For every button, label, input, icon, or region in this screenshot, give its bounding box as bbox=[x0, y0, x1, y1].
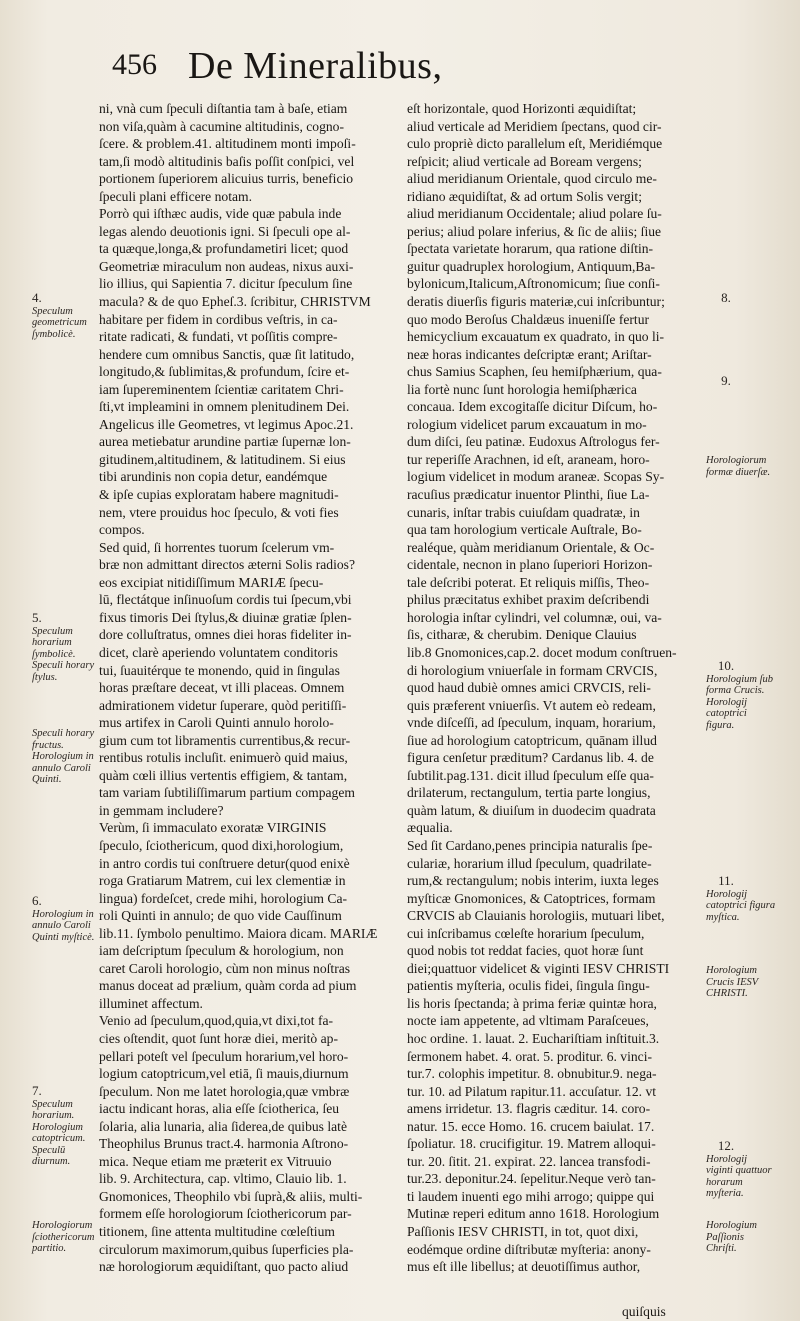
text-line: ſcere. & problem.41. altitudinem monti impoſi- bbox=[99, 136, 356, 152]
text-line: tur. 20. ſitit. 21. expirat. 22. lancea transfodi- bbox=[407, 1153, 651, 1169]
text-line: ſiue ad horologium catoptricum, quānam illud bbox=[407, 732, 657, 748]
text-line: lis horis ſpectanda; à prima feriæ quintæ hora, bbox=[407, 995, 657, 1011]
margin-note bbox=[706, 965, 776, 1000]
margin-note bbox=[706, 875, 776, 923]
text-line: di horologium vniuerſale in formam CRVCIS, bbox=[407, 662, 658, 678]
margin-note-text: Horologium Crucis IESV CHRISTI. bbox=[706, 965, 759, 999]
text-line: culo propriè dicto parallelum eſt, Meridiémque bbox=[407, 136, 663, 152]
text-line: ridiano æquidiſtat, & ad ortum Solis vergit; bbox=[407, 188, 642, 204]
text-line: formem eſſe horologiorum ſciothericorum par- bbox=[99, 1206, 352, 1222]
text-line: in antro cordis tui conſtruere detur(quod enixè bbox=[99, 855, 350, 871]
text-line: mus artifex in Caroli Quinti annulo horolo- bbox=[99, 715, 334, 731]
text-line: roga Gratiarum Matrem, cui lex clementiæ in bbox=[99, 873, 346, 889]
margin-note bbox=[706, 455, 776, 478]
text-line: vnde diſceſſi, ad ſpeculum, inquam, horarium, bbox=[407, 715, 656, 731]
text-line: diei;quattuor videlicet & viginti IESV CHRISTI bbox=[407, 960, 670, 976]
text-line: hoc ordine. 1. lauat. 2. Euchariſtiam inſtituit.3. bbox=[407, 1030, 660, 1046]
margin-note-text: Horologium ſub forma Crucis. Horologij catoptrici figura. bbox=[706, 673, 773, 731]
text-line: gitudinem,altitudinem, & latitudinem. Si eius bbox=[99, 451, 346, 467]
text-line: admirationem videtur ſuperare, quòd peritiſſi- bbox=[99, 697, 347, 713]
text-line: nem, vtere prouidus hoc ſpeculo, & voti fies bbox=[99, 504, 339, 520]
text-line: guitur quadruplex horologium, Antiquum,Ba- bbox=[407, 258, 656, 274]
text-line: logium catoptricum,vel etiā, ſi mauis,diurnum bbox=[99, 1066, 349, 1082]
text-line: aliud verticale ad Meridiem ſpectans, quod cir- bbox=[407, 118, 662, 134]
text-line: chus Samius Scaphen, ſeu hemiſphærium, qua- bbox=[407, 364, 662, 380]
text-line: cunaris, inſtar trabis cuiuſdam quadratæ, in bbox=[407, 504, 640, 520]
text-line: ſpeculum. Non me latet horologia,quæ vmbræ bbox=[99, 1083, 350, 1099]
text-line: macula? & de quo Epheſ.3. ſcribitur, CHRISTVM bbox=[99, 294, 371, 310]
text-line: eodémque ordine diſtributæ myſteria: anony- bbox=[407, 1241, 651, 1257]
margin-note-text: Speculum geometricum ſymbolicè. bbox=[32, 305, 87, 340]
text-line: ſpeculi plani efficere notam. bbox=[99, 188, 252, 204]
text-line: non viſa,quàm à cacumine altitudinis, cogno- bbox=[99, 118, 344, 134]
text-line: concaua. Idem excogitaſſe dicitur Diſcum, ho- bbox=[407, 399, 658, 415]
text-line: cui inſcribamus cœleſte horarium ſpeculum, bbox=[407, 925, 645, 941]
text-line: CRVCIS ab Clauianis horologiis, mutuari libet, bbox=[407, 908, 665, 924]
text-line: gium cum tot libramentis currentibus,& recur- bbox=[99, 732, 351, 748]
text-line: perius; aliud polare inferius, & ſic de aliis; ſiue bbox=[407, 223, 662, 239]
text-line: aliud meridianum Occidentale; aliud polare ſu- bbox=[407, 206, 662, 222]
text-line: hemicyclium excauatum ex quadrato, in quo li- bbox=[407, 329, 665, 345]
text-line: portionem ſuperiorem alicuius turris, beneficio bbox=[99, 171, 354, 187]
text-line: racuſius prædicatur inuentor Plinthi, ſiue La- bbox=[407, 487, 650, 503]
text-line: titionem, ſine attenta multitudine cœleſtium bbox=[99, 1224, 335, 1239]
margin-note bbox=[706, 375, 776, 389]
text-line: tur reperiſſe Arachnen, id eſt, araneam, horo- bbox=[407, 451, 650, 467]
text-line: myſticæ Gnomonices, & Catoptrices, formam bbox=[407, 890, 656, 906]
text-line: realéque, quàm meridianum Orientale, & Oc- bbox=[407, 539, 655, 555]
margin-note-number: 7. bbox=[32, 1083, 42, 1098]
text-line: iam deſcriptum ſpeculum & horologium, non bbox=[99, 943, 344, 959]
text-line: lib.11. ſymbolo penultimo. Maiora dicam. MARIÆ bbox=[99, 925, 378, 941]
text-line: bræ non admittant directos æterni Solis radios? bbox=[99, 557, 355, 573]
text-line: logium videlicet in modum araneæ. Scopas Sy- bbox=[407, 469, 665, 485]
page-header bbox=[0, 44, 800, 94]
text-line: ni, vnà cum ſpeculi diſtantia tam à baſe, etiam bbox=[99, 101, 348, 116]
text-line: circulorum maximorum,quibus ſuperficies pla- bbox=[99, 1241, 354, 1257]
margin-note-text: Horologium Paſſionis Chriſti. bbox=[706, 1220, 757, 1254]
margin-note-text: Horologij catoptrici figura myſtica. bbox=[706, 888, 776, 923]
text-line: longitudo,& ſublimitas,& profundum, ſcire et- bbox=[99, 364, 350, 380]
text-line: patientis myſteria, oculis fidei, ſingula ſingu- bbox=[407, 978, 650, 994]
text-line: tam,ſi modò altitudinis baſis poſſit conſpici, vel bbox=[99, 153, 355, 169]
margin-note bbox=[32, 895, 98, 943]
text-line: quis præferent vniuerſis. Vt autem eò redeam, bbox=[407, 697, 656, 713]
text-line: iam ſupereminentem ſcientiæ caritatem Chri- bbox=[99, 381, 344, 397]
text-line: Geometriæ miraculum non audeas, nixus auxi- bbox=[99, 258, 354, 274]
text-line: qua tam horologium verticale Auſtrale, Bo- bbox=[407, 522, 642, 538]
text-line: drilaterum, rectangulum, tertia parte longius, bbox=[407, 785, 651, 801]
text-line: horas præſtare deceat, vt illi placeas. Omnem bbox=[99, 680, 345, 696]
text-line: tur.23. deponitur.24. ſepelitur.Neque verò tan- bbox=[407, 1171, 656, 1187]
text-line: næ horologiorum æquidiſtant, quo pacto aliud bbox=[99, 1259, 349, 1275]
text-line: æqualia. bbox=[407, 820, 453, 836]
text-line: tur. 10. ad Pilatum rapitur.11. accuſatur. 12. vt bbox=[407, 1083, 657, 1099]
text-line: Paſſionis IESV CHRISTI, in tot, quot dixi, bbox=[407, 1224, 639, 1239]
margin-note-text: Speculi horary fructus. Horologium in annulo Caroli Quinti. bbox=[32, 728, 95, 785]
text-line: habitare per fidem in cordibus veſtris, in ca- bbox=[99, 311, 338, 327]
text-line: rologium videlicet parum excauatum in mo- bbox=[407, 416, 647, 432]
text-line: mus eſt ille libellus; at deuotiſſimus author, bbox=[407, 1259, 641, 1275]
running-title: De Mineralibus, bbox=[188, 45, 443, 87]
text-line: ſpectata varietate horarum, qua ratione diſtin- bbox=[407, 241, 654, 257]
text-line: ſolaria, alia lunaria, alia ſiderea,de quibus latè bbox=[99, 1118, 347, 1134]
text-line: rum,& rectangulum; nobis interim, iuxta leges bbox=[407, 873, 659, 889]
text-line: caret Caroli horologio, cùm non minus noſtras bbox=[99, 960, 351, 976]
margin-note bbox=[32, 1085, 98, 1168]
margin-note-text: Horologij viginti quattuor horarum myſteria. bbox=[706, 1153, 772, 1199]
text-line: ti laudem inuenti ego mihi arrogo; quippe qui bbox=[407, 1188, 655, 1204]
text-line: tibi arundinis non copia detur, eandémque bbox=[99, 469, 328, 485]
text-line: bylonicum,Italicum,Aſtronomicum; ſiue conſi- bbox=[407, 276, 660, 292]
margin-note bbox=[706, 1220, 776, 1255]
text-line: Theophilus Brunus tract.4. harmonia Aſtrono- bbox=[99, 1136, 349, 1152]
text-line: ſermonem habet. 4. orat. 5. proditur. 6. vinci- bbox=[407, 1048, 653, 1064]
text-line: illuminet affectum. bbox=[99, 995, 203, 1011]
text-line: ſubtilit.pag.131. dicit illud ſpeculum eſſe qua- bbox=[407, 767, 654, 783]
text-line: dore colluſtratus, omnes diei horas fideliter in- bbox=[99, 627, 352, 643]
text-line: Porrò qui iſthæc audis, vide quæ pabula inde bbox=[99, 206, 342, 222]
text-line: deratis diuerſis figuris materiæ,cui inſcribuntur; bbox=[407, 294, 665, 310]
text-line: pellari poteſt vel ſpeculum horarium,vel horo- bbox=[99, 1048, 349, 1064]
text-line: in gemmam includere? bbox=[99, 802, 224, 818]
margin-note bbox=[32, 292, 98, 340]
text-line: nocte iam appetente, ad vltimam Paraſceues, bbox=[407, 1013, 649, 1029]
text-line: tur.7. colophis impetitur. 8. obnubitur.9. nega- bbox=[407, 1066, 657, 1082]
text-line: philus præcitatus exhibet praxim deſcribendi bbox=[407, 592, 650, 608]
left-text-column bbox=[99, 100, 391, 1276]
text-line: Verùm, ſi immaculato exoratæ VIRGINIS bbox=[99, 820, 327, 836]
text-line: aliud meridianum Orientale, quod circulo me- bbox=[407, 171, 657, 187]
text-line: roli Quinti in annulo; de quo vide Cauſſinum bbox=[99, 908, 342, 924]
margin-note-text: Horologiorum formæ diuerſæ. bbox=[706, 455, 771, 478]
text-line: quod nobis tot reddat facies, quot horæ ſunt bbox=[407, 943, 644, 959]
text-line: Mutinæ reperi editum anno 1618. Horologium bbox=[407, 1206, 660, 1222]
text-line: iactu indicant horas, alia eſſe ſciotherica, ſeu bbox=[99, 1101, 340, 1117]
margin-note-number: 5. bbox=[32, 610, 42, 625]
margin-note bbox=[706, 660, 776, 731]
text-line: ta quæque,longa,& profundametiri licet; quod bbox=[99, 241, 349, 257]
text-line: amens irridetur. 13. flagris cæditur. 14. coro- bbox=[407, 1101, 651, 1117]
text-line: Angelicus ille Geometres, vt legimus Apoc.21. bbox=[99, 416, 354, 432]
text-line: mica. Neque etiam me præterit ex Vitruuio bbox=[99, 1153, 332, 1169]
margin-note bbox=[32, 728, 98, 786]
text-line: quàm cœli illius vertentis effigiem, & tantam, bbox=[99, 767, 348, 783]
text-line: tam variam ſubtiliſſimarum partium compagem bbox=[99, 785, 355, 801]
text-line: reſpicit; aliud verticale ad Boream vergens; bbox=[407, 153, 642, 169]
right-text-column bbox=[407, 100, 701, 1276]
text-line: cies oſtendit, quot ſunt horæ diei, meritò ap- bbox=[99, 1030, 338, 1046]
text-line: quo modo Beroſus Chaldæus inueniſſe fertur bbox=[407, 311, 650, 327]
text-line: Sed quid, ſi horrentes tuorum ſcelerum vm- bbox=[99, 539, 335, 555]
margin-note-number: 9. bbox=[721, 373, 731, 388]
margin-note bbox=[32, 612, 98, 683]
text-line: lib.8 Gnomonices,cap.2. docet modum conſtruen- bbox=[407, 644, 677, 660]
margin-note-text: Speculum horarium. Horologium catoptricum. Speculū diurnum. bbox=[32, 1098, 86, 1167]
text-line: quàm latum, & diuiſum in duodecim quadrata bbox=[407, 802, 656, 818]
text-line: culariæ, horarium illud ſpeculum, quadrilate- bbox=[407, 855, 652, 871]
text-line: tui, ſuauitérque te monendo, quid in ſingulas bbox=[99, 662, 340, 678]
margin-note bbox=[706, 1140, 776, 1200]
page-number: 456 bbox=[112, 48, 157, 81]
text-line: legas alendo deuotionis igni. Si ſpeculi ope al- bbox=[99, 223, 351, 239]
margin-note-text: Horologium in annulo Caroli Quinti myſticè. bbox=[32, 908, 95, 943]
text-line: ſpeculo, ſciothericum, quod dixi,horologium, bbox=[99, 837, 344, 853]
margin-note-number: 12. bbox=[717, 1138, 735, 1153]
margin-note-number: 6. bbox=[32, 893, 42, 908]
text-line: rentibus rotulis incluſit. enimuerò quid maius, bbox=[99, 750, 348, 766]
margin-note-number: 8. bbox=[721, 290, 731, 305]
text-line: dum diſci, ſeu patinæ. Eudoxus Aſtrologus fer- bbox=[407, 434, 660, 450]
text-line: natur. 15. ecce Homo. 16. crucem baiulat. 17. bbox=[407, 1118, 655, 1134]
margin-note bbox=[706, 292, 776, 306]
text-line: lio illius, qui Sapientia 7. dicitur ſpeculum ſine bbox=[99, 276, 353, 292]
margin-note bbox=[32, 1220, 98, 1255]
text-line: lū, flectátque inſinuoſum cordis tui ſpecum,vbi bbox=[99, 592, 352, 608]
text-line: lia fortè nunc ſunt horologia hemiſphærica bbox=[407, 381, 637, 397]
text-line: compos. bbox=[99, 522, 145, 538]
text-line: lingua) fordeſcet, crede mihi, horologium Ca- bbox=[99, 890, 348, 906]
text-line: quod haud dubiè omnes amici CRVCIS, reli- bbox=[407, 680, 651, 696]
text-line: lib. 9. Architectura, cap. vltimo, Clauio lib. 1. bbox=[99, 1171, 347, 1187]
text-line: horologia inſtar cylindri, vel columnæ, oui, va- bbox=[407, 609, 662, 625]
text-line: & ipſe cupias exploratam habere magnitudi- bbox=[99, 487, 339, 503]
text-line: neæ horas indicantes deſcriptæ erant; Ariſtar- bbox=[407, 346, 652, 362]
text-line: aurea metiebatur arundine partiæ ſupernæ lon- bbox=[99, 434, 351, 450]
margin-note-text: Speculum horarium ſymbolicè. Speculi horary ſtylus. bbox=[32, 625, 95, 683]
text-line: cidentale, necnon in plano ſuperiori Horizon- bbox=[407, 557, 653, 573]
margin-note-number: 4. bbox=[32, 290, 42, 305]
text-line: ſis, citharæ, & cherubim. Denique Clauius bbox=[407, 627, 637, 643]
text-line: ſpoliatur. 18. crucifigitur. 19. Matrem alloqui- bbox=[407, 1136, 656, 1152]
text-line: manus doceat ad prælium, quàm corda ad pium bbox=[99, 978, 357, 994]
text-line: dicet, clarè aperiendo voluntatem conditoris bbox=[99, 644, 338, 660]
text-line: tale deſcribi poterat. Et reliquis miſſis, Theo- bbox=[407, 574, 650, 590]
text-line: eos excipiat nitidiſſimum MARIÆ ſpecu- bbox=[99, 574, 324, 590]
text-line: fixus timoris Dei ſtylus,& diuinæ gratiæ ſplen- bbox=[99, 609, 352, 625]
text-line: Sed ſit Cardano,penes principia naturalis ſpe- bbox=[407, 837, 653, 853]
text-line: figura cenſetur præditum? Cardanus lib. 4. de bbox=[407, 750, 654, 766]
catchword: quiſquis bbox=[622, 1304, 666, 1319]
text-line: Gnomonices, Theophilo vbi ſuprà,& aliis, multi- bbox=[99, 1188, 363, 1204]
text-line: eſt horizontale, quod Horizonti æquidiſtat; bbox=[407, 101, 637, 116]
margin-note-number: 10. bbox=[717, 658, 735, 673]
text-line: hendere cum omnibus Sanctis, quæ ſit latitudo, bbox=[99, 346, 355, 362]
text-line: ſti,vt impleamini in omnem plenitudinem Dei. bbox=[99, 399, 350, 415]
margin-note-text: Horologiorum ſciothericorum partitio. bbox=[32, 1220, 95, 1254]
text-line: ritate radicati, & fundati, vt poſſitis compre- bbox=[99, 329, 338, 345]
margin-note-number: 11. bbox=[718, 873, 734, 888]
text-line: Venio ad ſpeculum,quod,quia,vt dixi,tot fa- bbox=[99, 1013, 334, 1029]
